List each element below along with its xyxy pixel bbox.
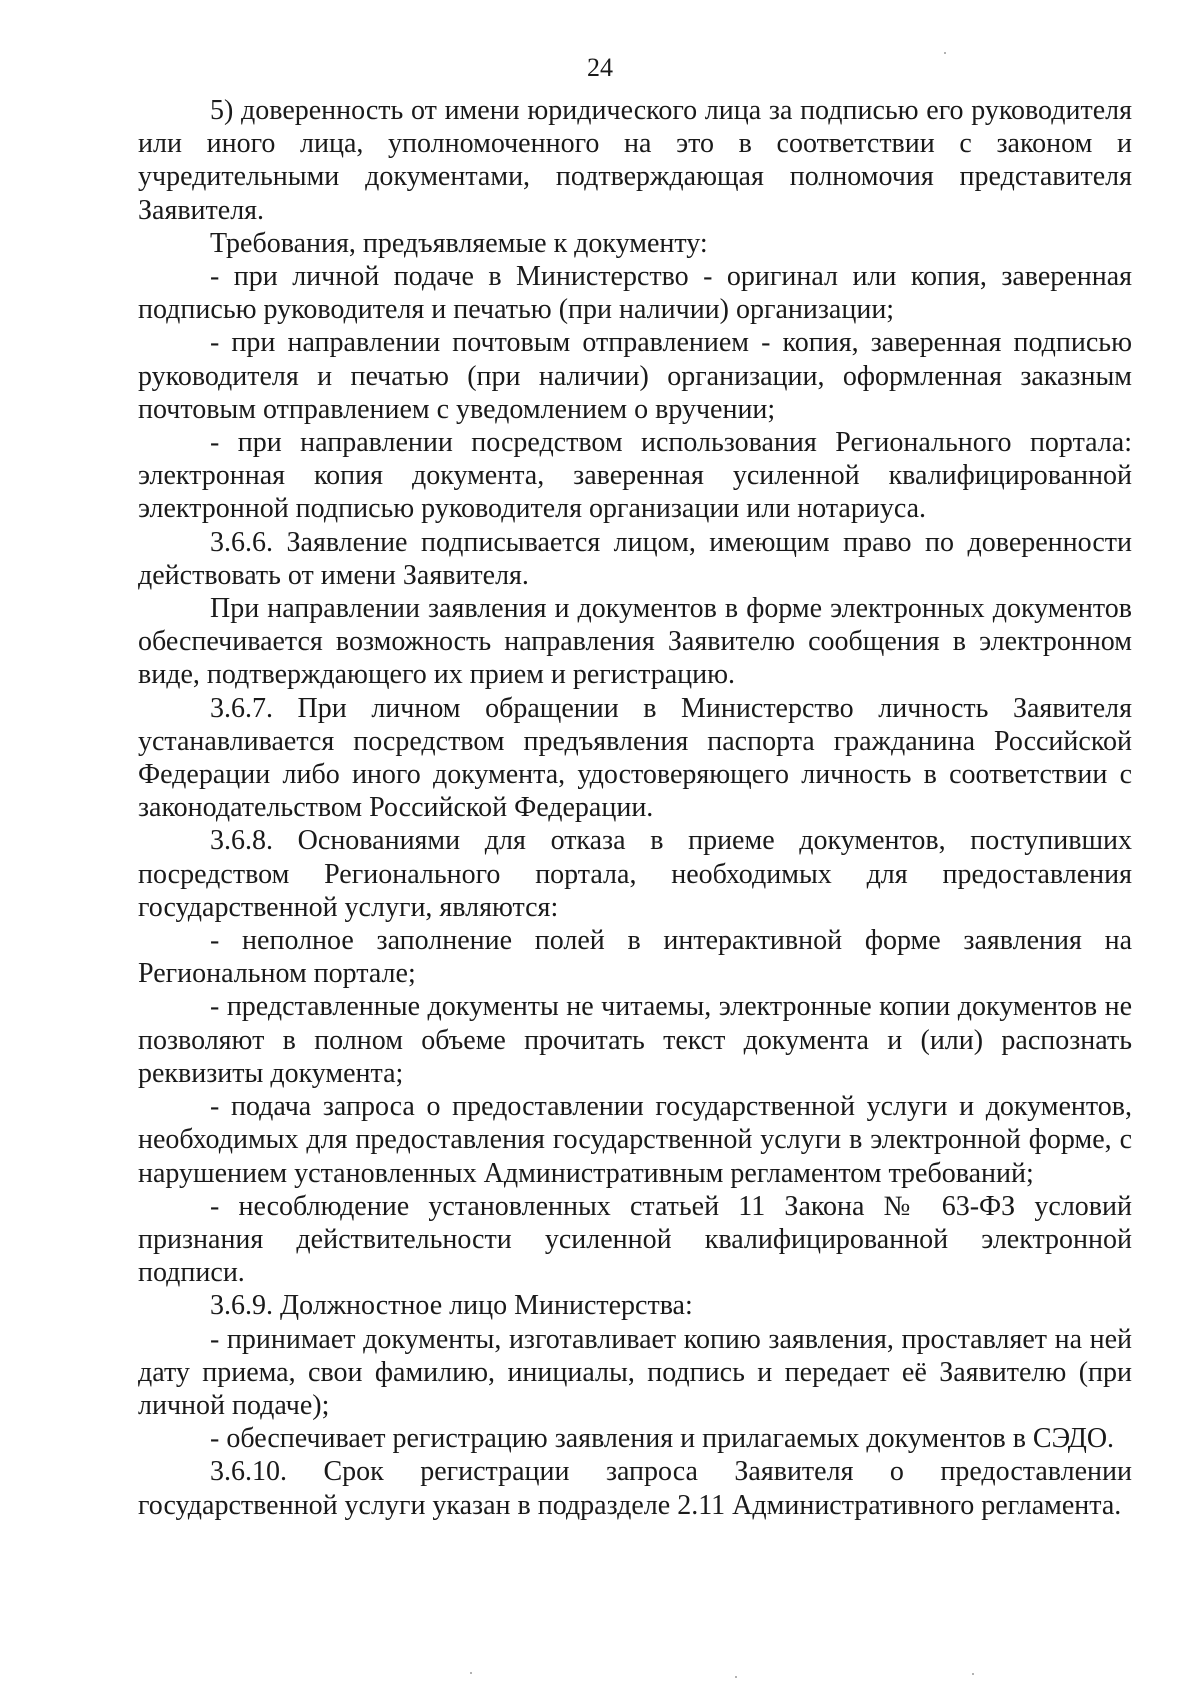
paragraph-3-6-8: 3.6.8. Основаниями для отказа в приеме документов, поступивших посредством Регионального портала, необходимых для предоставления государственной услуги, являются:: [138, 825, 1132, 923]
paragraph-electronic-confirmation: При направлении заявления и документов в форме электронных документов обеспечивается возможность направления Заявителю сообщения в электронном виде, подтверждающего их прием и регистрацию.: [138, 593, 1132, 691]
paragraph-incomplete-form: - неполное заполнение полей в интерактивной форме заявления на Региональном портале;: [138, 925, 1132, 990]
paragraph-requirements-violation: - подача запроса о предоставлении государственной услуги и документов, необходимых для предоставления государственной услуги в электронной форме, с нарушением установленных Административным регламентом требований;: [138, 1091, 1132, 1189]
paragraph-signature-validity: - несоблюдение установленных статьей 11 Закона № 63-ФЗ условий признания действительности усиленной квалифицированной электронной подписи.: [138, 1190, 1132, 1289]
scan-speck: [944, 52, 946, 54]
paragraph-personal-submission: - при личной подаче в Министерство - оригинал или копия, заверенная подписью руководителя и печатью (при наличии) организации;: [138, 261, 1132, 326]
paragraph-document-requirements: Требования, предъявляемые к документу:: [210, 227, 708, 259]
scan-speck: [470, 1672, 472, 1674]
paragraph-3-6-10: 3.6.10. Срок регистрации запроса Заявителя о предоставлении государственной услуги указан в подразделе 2.11 Административного регламента.: [138, 1456, 1132, 1521]
document-body: [138, 94, 1132, 1522]
paragraph-3-6-9: 3.6.9. Должностное лицо Министерства:: [210, 1290, 693, 1322]
page-number: 24: [587, 53, 613, 82]
paragraph-power-of-attorney: 5) доверенность от имени юридического лица за подписью его руководителя или иного лица, уполномоченного на это в соответствии с законом и учредительными документами, подтверждающая полномочия представителя Заявителя.: [138, 95, 1132, 226]
paragraph-unreadable-documents: - представленные документы не читаемы, электронные копии документов не позволяют в полном объеме прочитать текст документа и (или) распознать реквизиты документа;: [138, 991, 1132, 1089]
paragraph-portal-submission: - при направлении посредством использования Регионального портала: электронная копия документа, заверенная усиленной квалифицированной электронной подписью руководителя организации или нотариуса.: [138, 427, 1132, 525]
scan-speck: [972, 1673, 974, 1675]
paragraph-3-6-6: 3.6.6. Заявление подписывается лицом, имеющим право по доверенности действовать от имени Заявителя.: [138, 526, 1132, 591]
paragraph-postal-submission: - при направлении почтовым отправлением - копия, заверенная подписью руководителя и печатью (при наличии) организации, оформленная заказным почтовым отправлением с уведомлением о вручении;: [138, 327, 1132, 425]
paragraph-registration-sedo: - обеспечивает регистрацию заявления и прилагаемых документов в СЭДО.: [210, 1423, 1115, 1455]
scan-speck: [735, 1676, 737, 1678]
paragraph-accepts-documents: - принимает документы, изготавливает копию заявления, проставляет на ней дату приема, свои фамилию, инициалы, подпись и передает её Заявителю (при личной подаче);: [138, 1323, 1132, 1421]
paragraph-3-6-7: 3.6.7. При личном обращении в Министерство личность Заявителя устанавливается посредством предъявления паспорта гражданина Российской Федерации либо иного документа, удостоверяющего личность в соответствии с законодательством Российской Федерации.: [138, 692, 1132, 824]
